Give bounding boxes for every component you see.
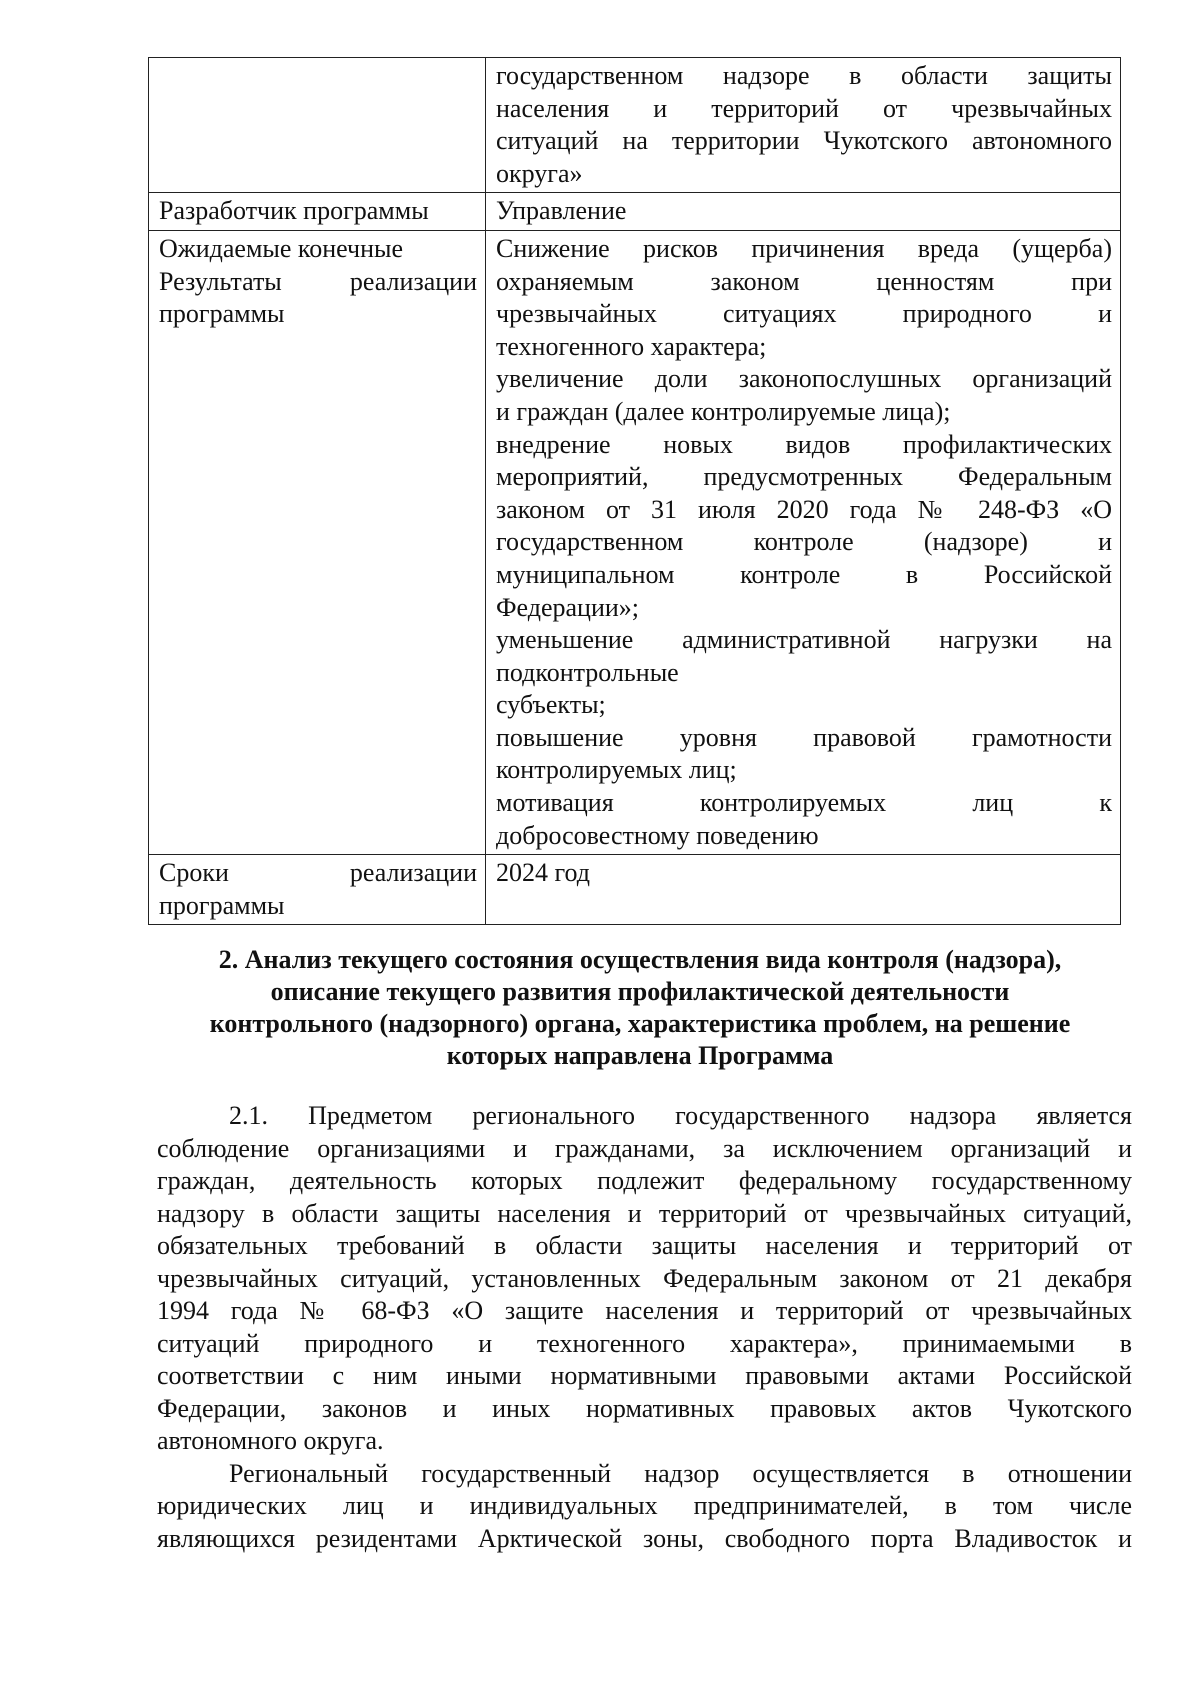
text-line: уменьшение административной нагрузки на <box>496 625 1112 655</box>
table-cell-developer-label <box>149 193 486 231</box>
text-line: добросовестному поведению <box>496 820 819 850</box>
text-line: Сроки реализации <box>159 858 477 888</box>
table-cell-timeline-value <box>486 855 1121 925</box>
paragraph-line: 2.1. Предметом регионального государственного надзора является <box>229 1101 1132 1130</box>
text-line: государственном контроле (надзоре) и <box>496 527 1112 557</box>
table-cell-timeline-label <box>149 855 486 925</box>
text-line: Разработчик программы <box>159 196 429 226</box>
text-line: Результаты реализации <box>159 266 477 296</box>
text-line: мероприятий, предусмотренных Федеральным <box>496 462 1112 492</box>
paragraph-line: чрезвычайных ситуаций, установленных Федеральным законом от 21 декабря <box>157 1263 1132 1293</box>
paragraph-line: являющихся резидентами Арктической зоны, свободного порта Владивосток и <box>157 1523 1132 1553</box>
table-row <box>149 193 1121 231</box>
paragraph-line: автономного округа. <box>157 1426 384 1455</box>
table-cell-developer-value <box>486 193 1121 231</box>
text-line: округа» <box>496 158 583 188</box>
text-line: муниципальном контроле в Российской <box>496 559 1112 589</box>
body-text <box>157 1100 1132 1555</box>
table-cell-program-name-continued <box>486 58 1121 193</box>
paragraph-line: Региональный государственный надзор осуществляется в отношении <box>229 1458 1132 1488</box>
paragraph-line: соблюдение организациями и гражданами, за исключением организаций и <box>157 1133 1132 1163</box>
text-line: контролируемых лиц; <box>496 755 737 785</box>
text-line: законом от 31 июля 2020 года № 248-ФЗ «О <box>496 494 1112 524</box>
table-row <box>149 230 1121 854</box>
paragraph-line: 1994 года № 68-ФЗ «О защите населения и территорий от чрезвычайных <box>157 1296 1132 1325</box>
heading-line: которых направлена Программа <box>446 1041 834 1070</box>
text-line: 2024 год <box>496 858 590 888</box>
heading-line: 2. Анализ текущего состояния осуществления вида контроля (надзора), <box>218 945 1062 974</box>
paragraph-line: юридических лиц и индивидуальных предпринимателей, в том числе <box>157 1491 1132 1520</box>
paragraph-line: надзору в области защиты населения и территорий от чрезвычайных ситуаций, <box>157 1198 1132 1228</box>
text-line: чрезвычайных ситуациях природного и <box>496 299 1112 329</box>
heading-line: контрольного (надзорного) органа, характеристика проблем, на решение <box>209 1009 1071 1038</box>
table-cell-empty <box>149 58 486 193</box>
paragraph-line: граждан, деятельность которых подлежит федеральному государственному <box>157 1166 1132 1195</box>
text-line: субъекты; <box>496 690 606 720</box>
table-cell-expected-results-value <box>486 230 1121 854</box>
paragraph-line: ситуаций природного и техногенного характера», принимаемыми в <box>157 1328 1132 1358</box>
text-line: и граждан (далее контролируемые лица); <box>496 396 951 426</box>
program-passport-table <box>148 57 1121 925</box>
table-cell-expected-results-label <box>149 230 486 854</box>
paragraph-line: соответствии с ним иными нормативными правовыми актами Российской <box>157 1361 1132 1390</box>
text-line: программы <box>159 299 285 329</box>
text-line: Ожидаемые конечные <box>159 233 404 263</box>
text-line: мотивация контролируемых лиц к <box>496 788 1112 818</box>
text-line: внедрение новых видов профилактических <box>496 429 1112 459</box>
heading-line: описание текущего развития профилактической деятельности <box>270 977 1010 1006</box>
paragraph-2-1 <box>157 1100 1132 1458</box>
paragraph-line: Федерации, законов и иных нормативных правовых актов Чукотского <box>157 1393 1132 1423</box>
text-line: Снижение рисков причинения вреда (ущерба) <box>496 233 1112 263</box>
text-line: ситуаций на территории Чукотского автономного <box>496 126 1112 156</box>
table-row <box>149 58 1121 193</box>
text-line: подконтрольные <box>496 657 679 687</box>
table-row <box>149 855 1121 925</box>
text-line: Управление <box>496 196 627 226</box>
text-line: Федерации»; <box>496 592 640 622</box>
text-line: охраняемым законом ценностям при <box>496 266 1112 296</box>
text-line: населения и территорий от чрезвычайных <box>496 93 1112 123</box>
text-line: программы <box>159 890 285 920</box>
text-line: повышение уровня правовой грамотности <box>496 722 1112 752</box>
text-line: техногенного характера; <box>496 331 767 361</box>
section-heading <box>160 944 1120 1072</box>
text-line: увеличение доли законопослушных организаций <box>496 364 1112 394</box>
paragraph-line: обязательных требований в области защиты населения и территорий от <box>157 1231 1132 1260</box>
paragraph-regional-supervision <box>157 1458 1132 1556</box>
text-line: государственном надзоре в области защиты <box>496 61 1112 90</box>
